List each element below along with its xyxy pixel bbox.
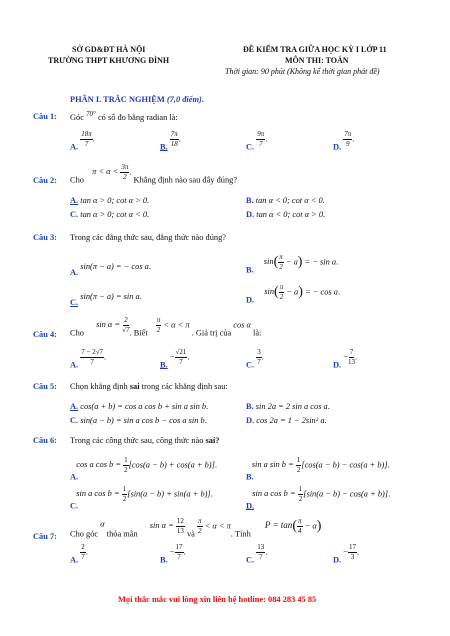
q1-stem — [70, 110, 178, 122]
frac-den: 7 — [257, 358, 261, 366]
frac-den: 13 — [347, 358, 355, 366]
q4-text-mid: . Biết — [129, 328, 148, 338]
q2-option-a[interactable] — [70, 196, 149, 205]
q4-value-of: cos α — [233, 320, 251, 330]
q1-option-b[interactable]: B. $\frac{7\pi}{18}$ . — [160, 130, 181, 152]
frac-num: 1 — [124, 456, 128, 464]
frac-den: 2 — [279, 263, 283, 271]
option-letter: A. — [70, 142, 79, 152]
option-letter: B. — [160, 555, 168, 565]
option-text: tan α > 0; cot α < 0. — [80, 210, 150, 219]
q7-text-before: Cho góc — [70, 529, 99, 539]
q7-p-left: P = tan — [264, 520, 293, 531]
sign: − — [343, 352, 348, 362]
q4-option-b[interactable]: B. − $\frac{√21}{7}$ . — [160, 348, 190, 370]
q1-label: Câu 1: — [33, 112, 57, 121]
q7-option-b[interactable]: B. − $\frac{17}{7}$ . — [160, 543, 186, 565]
fraction — [176, 518, 185, 535]
option-letter: A. — [70, 555, 79, 565]
q3-stem: Trong các đẳng thức sau, đẳng thức nào đúng? — [70, 233, 226, 242]
fraction — [297, 518, 303, 535]
q1-option-d[interactable]: D. $\frac{7\pi}{9}$ . — [333, 130, 355, 152]
fraction — [256, 544, 265, 561]
fraction — [80, 349, 104, 366]
fraction — [122, 317, 129, 334]
q4-text-before: Cho — [70, 328, 84, 338]
fraction — [278, 254, 284, 271]
q1-option-c[interactable]: C. $\frac{9\pi}{7}$ . — [246, 130, 268, 152]
q4-option-a[interactable]: A. $\frac{7 - 2√7}{7}$ . — [70, 348, 107, 370]
frac-den: 7 — [259, 553, 263, 561]
q5-label: Câu 5: — [33, 382, 57, 391]
fraction — [120, 164, 129, 181]
q6-text-bold: sai? — [205, 436, 220, 445]
option-letter: A. — [70, 360, 79, 370]
subject: MÔN THI: TOÁN — [285, 56, 349, 65]
fraction — [175, 349, 188, 366]
q5-option-d[interactable]: D. cos 2a = 1 − 2sin² a. — [246, 416, 327, 425]
option-text: tan α > 0; cot α > 0. — [80, 196, 150, 205]
q1-text-after: có số đo bằng radian là: — [97, 113, 178, 122]
option-letter: A. — [70, 402, 79, 411]
frac-num: 7 − 2√7 — [81, 348, 104, 356]
frac-num: 12 — [176, 517, 184, 525]
q6-option-a[interactable]: A. cos a cos b = $\frac{1}{2}$ [cos(a − b) + cos(a + b)]. — [70, 456, 217, 482]
frac-num: 18π — [81, 130, 92, 138]
frac-num: 1 — [298, 485, 303, 493]
q7-text-mid: thỏa mãn — [106, 529, 138, 539]
option-letter: A. — [70, 472, 79, 482]
fraction — [170, 131, 179, 148]
fraction — [348, 349, 355, 366]
q2-label: Câu 2: — [33, 176, 57, 185]
q7-option-c[interactable]: C. $\frac{13}{7}$ . — [246, 543, 268, 565]
school-dept: SỞ GD&ĐT HÀ NỘI — [72, 45, 146, 54]
q2-text-after: Khẳng định nào sau đây đúng? — [133, 175, 238, 185]
option-text: sin(a − b) = sin a cos b − cos a sin b — [80, 416, 205, 425]
option-letter: C. — [70, 416, 79, 425]
fraction — [175, 544, 184, 561]
sign: − — [169, 547, 175, 557]
option-text: tan α < 0; cot α > 0. — [256, 210, 326, 219]
q5-text-post: trong các khẳng định sau: — [141, 382, 228, 391]
option-letter: C. — [246, 142, 255, 152]
option-letter: D. — [246, 416, 255, 425]
q7-p-tail: − α — [304, 521, 317, 531]
frac-num: π — [297, 517, 302, 525]
option-text: tan α < 0; cot α < 0. — [255, 196, 325, 205]
frac-den: 7 — [177, 553, 181, 561]
option-text: cos(a + b) = cos a cos b + sin a sin b — [80, 402, 207, 411]
q7-var: α — [100, 519, 105, 529]
frac-den: 7 — [179, 358, 183, 366]
fraction — [80, 544, 86, 561]
sign: − — [169, 352, 175, 362]
frac-den: 2 — [123, 173, 127, 181]
option-letter: C. — [246, 360, 255, 370]
frac-num: π — [197, 517, 202, 525]
frac-den: 4 — [297, 527, 302, 535]
time-note: Thời gian: 90 phút (Không kể thời gian phát đề) — [225, 67, 380, 76]
rhs: [cos(a − b) + cos(a + b)] — [128, 460, 215, 470]
frac-den: 2 — [122, 495, 127, 503]
frac-den: 7 — [81, 553, 85, 561]
frac-den: 9 — [346, 140, 350, 148]
option-letter: C. — [70, 501, 79, 511]
frac-num: √21 — [175, 348, 187, 356]
fn: sin — [263, 257, 274, 267]
frac-num: 9π — [257, 130, 265, 138]
section-points: (7,0 điểm) — [166, 95, 202, 104]
frac-num: 2 — [81, 543, 85, 551]
rhs: = − sin a — [304, 257, 337, 267]
frac-num: 3π — [121, 163, 129, 171]
fraction — [348, 544, 357, 561]
q5-text-bold: sai — [129, 382, 140, 391]
frac-num: 1 — [122, 485, 127, 493]
q4-cond-right: < α < π — [163, 320, 190, 330]
rhs: [sin(a − b) + sin(a + b)] — [127, 489, 211, 499]
footer-hotline: Mọi thắc mắc vui lòng xin liên hệ hotline: 084 283 45 85 — [118, 595, 317, 604]
fraction — [256, 131, 265, 148]
sign: − — [343, 547, 348, 557]
fraction — [343, 131, 352, 148]
q3-label: Câu 3: — [33, 233, 57, 242]
tail: − a — [285, 257, 298, 267]
option-text: sin 2a = 2 sin a cos a — [255, 402, 328, 411]
frac-den: 13 — [176, 527, 184, 535]
q2-cond-left: π < α < — [92, 167, 119, 177]
frac-den: 3 — [350, 553, 355, 561]
option-letter: B. — [246, 472, 254, 482]
option-letter: B. — [246, 265, 254, 275]
rhs: [cos(a − b) − cos(a + b)] — [301, 460, 388, 470]
frac-den: 7 — [259, 140, 263, 148]
frac-den: 2 — [296, 466, 301, 474]
frac-den: 18 — [170, 140, 178, 148]
q2-stem: Cho π < α < $\frac{3\pi}{2}$ . Khẳng định nào sau đây đúng? — [70, 163, 238, 185]
option-letter: B. — [246, 402, 254, 411]
option-letter: D. — [333, 555, 342, 565]
q5-option-a[interactable]: A. cos(a + b) = cos a cos b + sin a sin b. — [70, 402, 209, 411]
option-letter: D. — [333, 142, 342, 152]
option-letter: A. — [70, 196, 79, 205]
q7-eq-left: sin α = — [149, 521, 174, 531]
option-text: cos 2a = 1 − 2sin² a — [256, 416, 325, 425]
q4-text-after: . Giá trị của — [191, 328, 232, 338]
q5-option-c[interactable]: C. sin(a − b) = sin a cos b − cos a sin b. — [70, 416, 207, 425]
fraction — [256, 349, 262, 366]
q4-eq-left: sin α = — [96, 320, 121, 330]
lhs: sin a sin b = — [251, 460, 294, 470]
q3-option-d[interactable]: D. sin( $\frac{\pi}{2}$ − a) = − cos a. — [246, 283, 341, 305]
q7-label: Câu 7: — [33, 532, 57, 541]
section-title-text: PHẦN I. TRẮC NGHIỆM — [70, 95, 165, 104]
q6-option-c[interactable]: C. sin a cos b = $\frac{1}{2}$ [sin(a − b) + sin(a + b)]. — [70, 485, 213, 511]
q5-text-pre: Chọn khẳng định — [70, 382, 128, 391]
q6-option-b[interactable]: B. sin a sin b = $\frac{1}{2}$ [cos(a − b) − cos(a + b)]. — [246, 456, 390, 482]
q1-option-a[interactable]: A. $\frac{18\pi}{7}$ . — [70, 130, 95, 152]
section-title: PHẦN I. TRẮC NGHIỆM (7,0 điểm). — [70, 95, 204, 104]
option-letter: B. — [160, 360, 168, 370]
q7-text-and: và — [186, 529, 195, 539]
option-letter: B. — [246, 196, 254, 205]
fraction — [156, 317, 162, 334]
frac-num: 7π — [344, 130, 352, 138]
fn: sin — [264, 287, 275, 297]
lhs: cos a cos b = — [76, 460, 121, 470]
q6-stem — [70, 436, 220, 445]
option-letter: D. — [246, 295, 255, 305]
frac-den: 2 — [279, 293, 284, 301]
frac-den: 7 — [90, 358, 94, 366]
frac-num: 13 — [257, 543, 265, 551]
frac-den: 2 — [298, 495, 303, 503]
q2-option-b[interactable] — [246, 196, 325, 205]
q2-option-c[interactable] — [70, 210, 149, 219]
q2-option-d[interactable] — [246, 210, 325, 219]
frac-den: 2 — [197, 527, 202, 535]
q7-text-calc: . Tính — [230, 529, 251, 539]
option-letter: B. — [160, 142, 168, 152]
frac-num: 2 — [124, 316, 128, 324]
lhs: sin a cos b = — [76, 489, 120, 499]
frac-den: 7 — [84, 140, 89, 148]
q4-option-c[interactable]: C. $\frac{3}{7}$ . — [246, 348, 264, 370]
q7-cond-right: < α < π — [204, 521, 231, 531]
frac-den: √7 — [122, 326, 130, 334]
frac-den: 2 — [156, 326, 161, 334]
option-letter: D. — [333, 360, 342, 370]
frac-num: π — [156, 316, 161, 324]
q6-option-d[interactable]: D. sin a cos b = $\frac{1}{2}$ [sin(a − b) − cos(a + b)]. — [246, 485, 391, 511]
rhs: [sin(a − b) − cos(a + b)] — [303, 489, 389, 499]
frac-num: 1 — [296, 456, 301, 464]
q7-option-d[interactable]: D. − $\frac{17}{3}$ . — [333, 543, 360, 565]
lhs: sin a cos b = — [252, 489, 296, 499]
frac-num: π — [279, 283, 284, 291]
q1-angle: 70° — [86, 110, 96, 118]
option-text: sin(π − a) = sin a — [80, 292, 140, 301]
q5-option-b[interactable]: B. sin 2a = 2 sin a cos a. — [246, 402, 330, 411]
q4-stem — [70, 317, 261, 337]
q3-option-b[interactable]: B. sin( $\frac{\pi}{2}$ − a) = − sin a. — [246, 253, 339, 275]
option-letter: C. — [70, 298, 79, 307]
fraction — [197, 518, 203, 535]
q4-text-end: là: — [253, 328, 262, 338]
option-letter: D. — [246, 501, 255, 511]
option-letter: C. — [70, 210, 79, 219]
rhs: = − cos a — [305, 287, 338, 297]
option-text: sin(π − a) = − cos a — [80, 262, 149, 271]
q4-option-d[interactable]: D. − $\frac{7}{13}$ . — [333, 348, 358, 370]
q1-text-before: Góc — [70, 113, 84, 122]
q3-option-a[interactable]: A. sin(π − a) = − cos a. — [70, 262, 151, 277]
option-letter: A. — [70, 268, 79, 277]
q4-label: Câu 4: — [33, 330, 57, 339]
q2-text-before: Cho — [70, 175, 84, 185]
exam-title: ĐỀ KIỂM TRA GIỮA HỌC KỲ I LỚP 11 — [243, 45, 387, 54]
q5-stem — [70, 382, 228, 391]
fraction — [80, 131, 93, 148]
q6-text-pre: Trong các công thức sau, công thức nào — [70, 436, 204, 445]
q7-option-a[interactable]: A. $\frac{2}{7}$ . — [70, 543, 88, 565]
fraction — [279, 284, 285, 301]
option-letter: C. — [246, 555, 255, 565]
q7-stem: Cho góc α thỏa mãn sin α = $\frac{12}{13}$ và $\frac{\pi}{2}$ < α < π. Tính P = tan( $\frac{\pi}{4}$ − α) — [70, 517, 322, 539]
frac-num: 3 — [257, 348, 261, 356]
frac-num: 7 — [349, 348, 354, 356]
frac-num: 7π — [170, 130, 178, 138]
school-name: TRƯỜNG THPT KHƯƠNG ĐÌNH — [48, 56, 170, 65]
q3-option-c[interactable]: C. sin(π − a) = sin a. — [70, 292, 142, 307]
tail: − a — [286, 287, 299, 297]
frac-den: 2 — [124, 466, 128, 474]
option-letter: D. — [246, 210, 255, 219]
frac-num: 17 — [348, 543, 356, 551]
frac-num: 17 — [175, 543, 183, 551]
frac-num: π — [279, 253, 283, 261]
q6-label: Câu 6: — [33, 436, 57, 445]
